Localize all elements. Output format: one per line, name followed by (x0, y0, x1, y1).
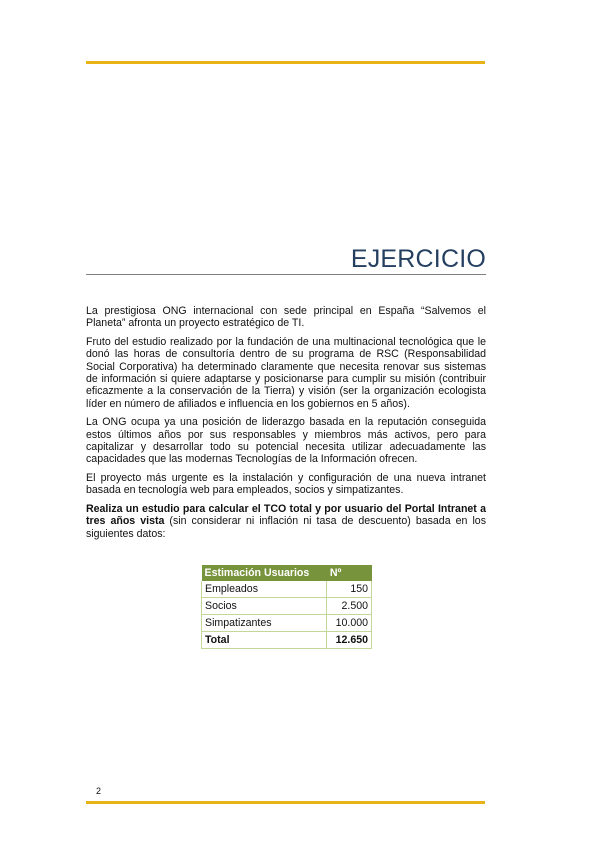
table-header-row (202, 565, 372, 581)
task-rest: (sin considerar ni inflación ni tasa de descuento) basada en los siguientes datos: (86, 515, 486, 540)
table-total-row (202, 632, 372, 649)
table-header-cell: Nº (327, 565, 372, 581)
table-cell: Simpatizantes (202, 615, 327, 632)
table-row (202, 581, 372, 598)
top-accent-rule (86, 61, 485, 64)
table-row (202, 615, 372, 632)
table-cell: 150 (327, 581, 372, 598)
title-underline (86, 274, 486, 275)
bottom-accent-rule (86, 801, 485, 804)
paragraph: Fruto del estudio realizado por la fundación de una multinacional tecnológica que le donó las horas de consultoría dentro de su programa de RSC (Responsabilidad Social Corporativa) ha determinado claramente que necesita renovar sus sistemas de información si quiere adaptarse y posicionarse para cumplir su misión (contribuir eficazmente a la conservación de la Tierra) y visión (ser la organización ecologista líder en número de afiliados e influencia en los gobiernos en 5 años). (86, 335, 486, 410)
paragraph: La prestigiosa ONG internacional con sede principal en España “Salvemos el Planeta” afronta un proyecto estratégico de TI. (86, 305, 486, 330)
task-bold: Realiza un estudio para calcular el TCO total y por usuario del Portal Intranet a tres años vista (86, 502, 486, 528)
page-number: 2 (96, 786, 102, 796)
table-cell: 2.500 (327, 598, 372, 615)
table-header-cell: Estimación Usuarios (202, 565, 327, 581)
table-cell: Total (202, 632, 327, 649)
task-paragraph (86, 503, 486, 540)
users-table (201, 565, 372, 649)
table-cell: Socios (202, 598, 327, 615)
table-cell: 12.650 (327, 632, 372, 649)
section-title: EJERCICIO (350, 245, 486, 273)
body-text (86, 305, 486, 546)
table-row (202, 598, 372, 615)
table-cell: Empleados (202, 581, 327, 598)
table-cell: 10.000 (327, 615, 372, 632)
paragraph: La ONG ocupa ya una posición de liderazgo basada en la reputación conseguida estos últimos años por sus responsables y miembros más activos, pero para capitalizar y desarrollar todo su potencial necesita utilizar adecuadamente las capacidades que las modernas Tecnologías de la Información ofrecen. (86, 416, 486, 466)
paragraph: El proyecto más urgente es la instalación y configuración de una nueva intranet basada en tecnología web para empleados, socios y simpatizantes. (86, 471, 486, 497)
